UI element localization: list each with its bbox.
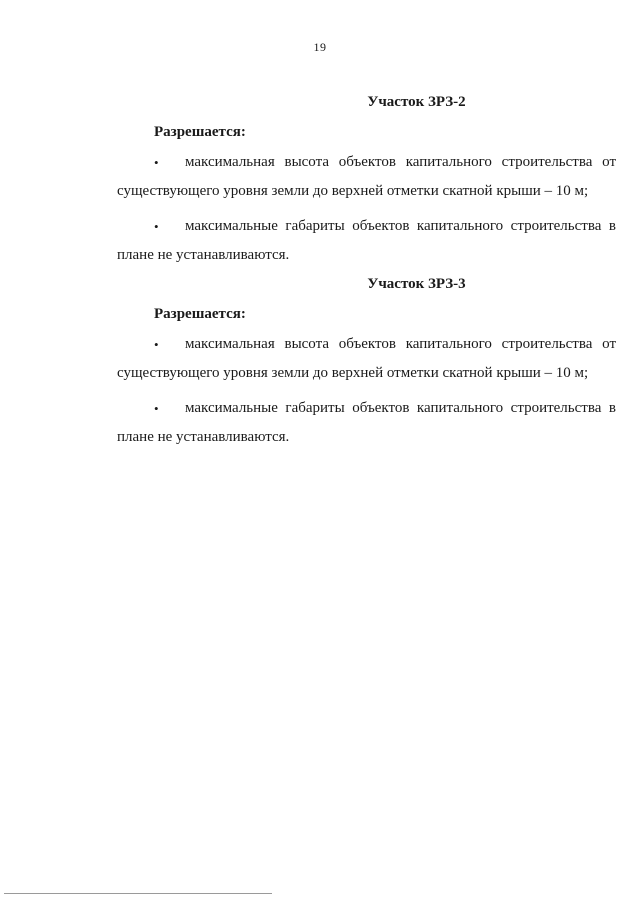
bullet-icon: •: [154, 337, 159, 352]
list-item: [117, 330, 616, 388]
list-item-text: максимальная высота объектов капитального строительства от существующего уровня земли до верхней отметки скатной крыши – 10 м;: [117, 154, 616, 199]
section-zrz-2: [117, 92, 616, 270]
section-zrz-3: [117, 274, 616, 452]
section-title: Участок ЗРЗ-3: [367, 276, 466, 292]
list-item-text: максимальная высота объектов капитального строительства от существующего уровня земли до верхней отметки скатной крыши – 10 м;: [117, 336, 616, 381]
list-item: [117, 394, 616, 452]
page-number: 19: [313, 40, 327, 54]
section-intro: Разрешается:: [154, 124, 246, 140]
list-item-text: максимальные габариты объектов капитального строительства в плане не устанавливаются.: [117, 218, 616, 263]
section-intro: Разрешается:: [154, 306, 246, 322]
document-body: [117, 92, 616, 452]
bullet-icon: •: [154, 401, 159, 416]
bullet-icon: •: [154, 219, 159, 234]
list-item: [117, 148, 616, 206]
section-title: Участок ЗРЗ-2: [367, 94, 466, 110]
list-item: [117, 212, 616, 270]
bullet-icon: •: [154, 155, 159, 170]
footer-divider: [4, 893, 272, 894]
list-item-text: максимальные габариты объектов капитального строительства в плане не устанавливаются.: [117, 400, 616, 445]
